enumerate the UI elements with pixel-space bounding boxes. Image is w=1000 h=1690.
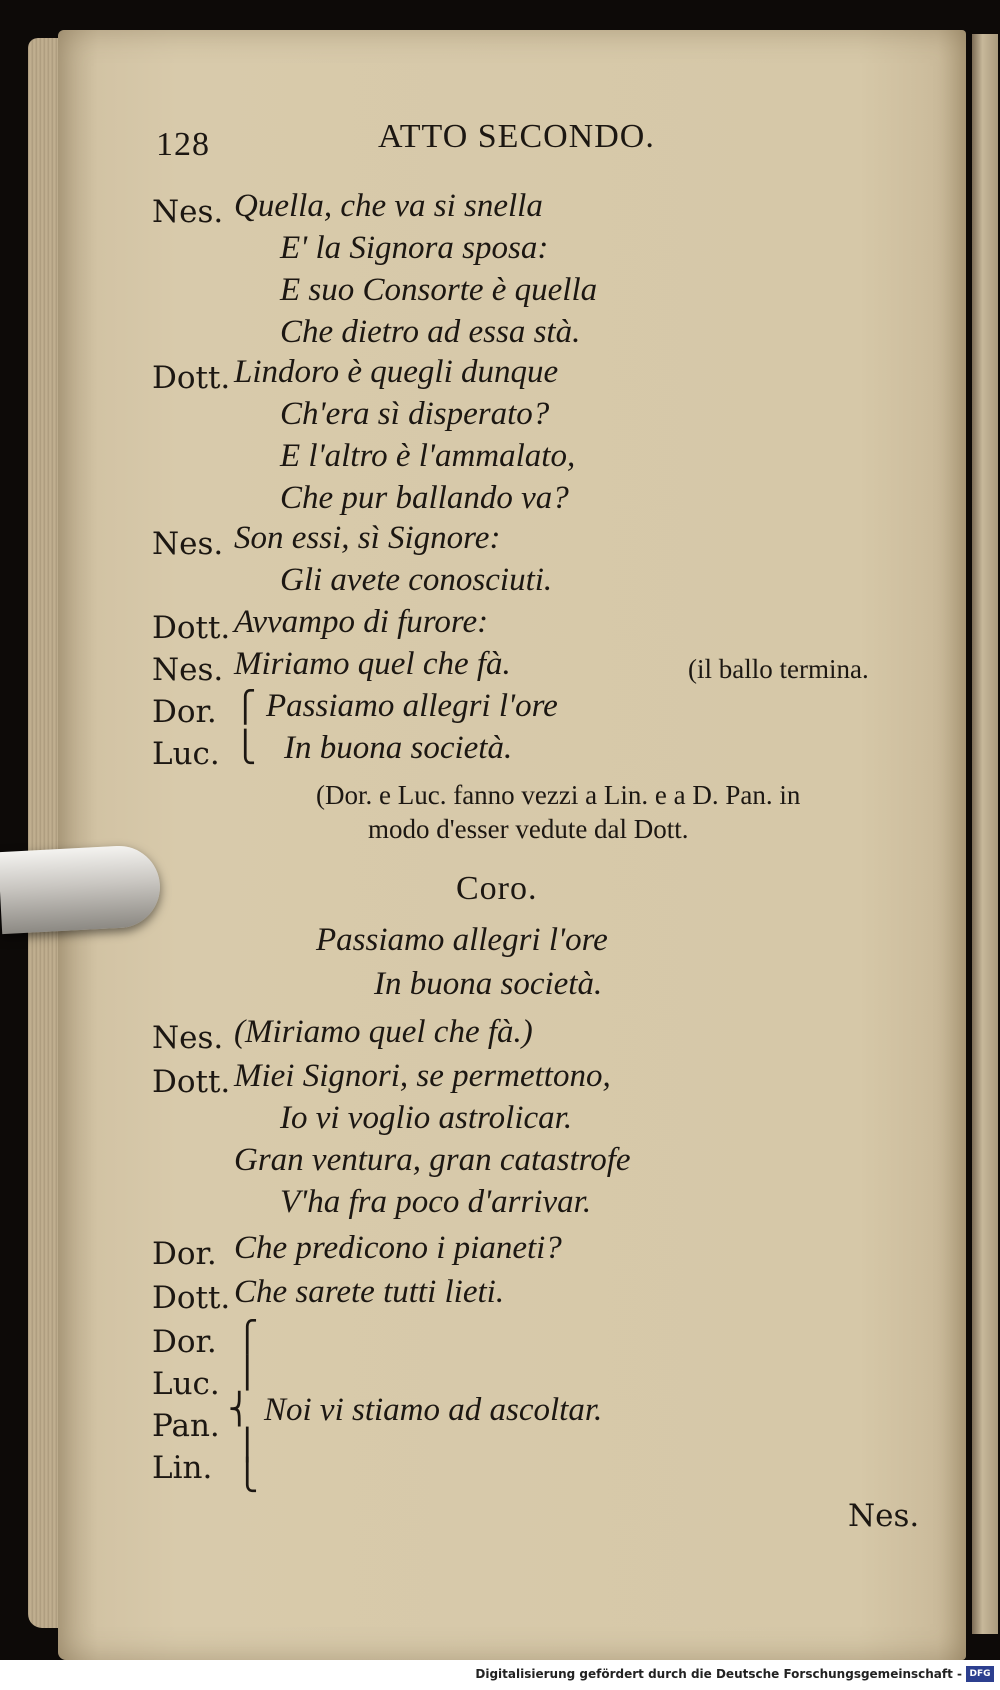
- verse-line: E suo Consorte è quella: [280, 272, 598, 308]
- verse-line: Passiamo allegri l'ore: [316, 922, 608, 958]
- verse-line: E' la Signora sposa:: [280, 230, 549, 266]
- verse-line: In buona società.: [374, 966, 603, 1002]
- verse-line: Io vi voglio astrolicar.: [280, 1100, 573, 1136]
- speaker-label: Nes.: [152, 652, 224, 688]
- dfg-logo: DFG: [966, 1666, 994, 1682]
- speaker-label: Dott.: [152, 610, 231, 646]
- verse-line: Miriamo quel che fà.: [234, 646, 511, 682]
- verse-line: Miei Signori, se permettono,: [234, 1058, 611, 1094]
- verse-line: Noi vi stiamo ad ascoltar.: [264, 1392, 603, 1428]
- book-page: [58, 30, 966, 1660]
- speaker-label: Lin.: [152, 1450, 213, 1486]
- brace-bottom: ⎩: [236, 1458, 259, 1493]
- verse-line: Gran ventura, gran catastrofe: [234, 1142, 631, 1178]
- verse-line: (Miriamo quel che fà.): [234, 1014, 533, 1050]
- speaker-label: Nes.: [152, 526, 224, 562]
- verse-line: V'ha fra poco d'arrivar.: [280, 1184, 592, 1220]
- catchword: Nes.: [848, 1498, 920, 1534]
- verse-line: In buona società.: [284, 730, 513, 766]
- verse-line: Che pur ballando va?: [280, 480, 569, 516]
- page-clip: [0, 844, 162, 934]
- page-edge-right: [972, 34, 998, 1634]
- brace-top: ⎧: [236, 1320, 259, 1355]
- speaker-label: Dor.: [152, 694, 217, 730]
- speaker-label: Dott.: [152, 1280, 231, 1316]
- digitization-credit: Digitalisierung gefördert durch die Deutsche Forschungsgemeinschaft -: [475, 1667, 962, 1681]
- speaker-label: Dor.: [152, 1236, 217, 1272]
- speaker-label: Pan.: [152, 1408, 220, 1444]
- speaker-label: Luc.: [152, 736, 220, 772]
- verse-line: Gli avete conosciuti.: [280, 562, 553, 598]
- verse-line: Avvampo di furore:: [234, 604, 489, 640]
- speaker-label: Dott.: [152, 1064, 231, 1100]
- brace-lower: ⎪: [236, 1428, 259, 1463]
- verse-line: Che sarete tutti lieti.: [234, 1274, 505, 1310]
- verse-line: E l'altro è l'ammalato,: [280, 438, 576, 474]
- verse-line: Lindoro è quegli dunque: [234, 354, 559, 390]
- speaker-label: Nes.: [152, 1020, 224, 1056]
- chorus-heading: Coro.: [456, 870, 538, 907]
- verse-line: Che predicono i pianeti?: [234, 1230, 562, 1266]
- stage-direction: (il ballo termina.: [688, 654, 869, 684]
- stage-direction: (Dor. e Luc. fanno vezzi a Lin. e a D. Pan. in: [316, 780, 801, 810]
- bracket-open: ⎧: [234, 690, 257, 725]
- brace-upper: ⎪: [236, 1356, 259, 1391]
- stage-direction: modo d'esser vedute dal Dott.: [368, 814, 689, 844]
- verse-line: Ch'era sì disperato?: [280, 396, 550, 432]
- footer-bar: [0, 1660, 1000, 1690]
- bracket-close: ⎩: [234, 730, 257, 765]
- verse-line: Quella, che va si snella: [234, 188, 543, 224]
- speaker-label: Dor.: [152, 1324, 217, 1360]
- running-title: ATTO SECONDO.: [378, 118, 655, 155]
- verse-line: Passiamo allegri l'ore: [266, 688, 558, 724]
- speaker-label: Nes.: [152, 194, 224, 230]
- speaker-label: Dott.: [152, 360, 231, 396]
- verse-line: Son essi, sì Signore:: [234, 520, 501, 556]
- page-number: 128: [156, 126, 210, 163]
- brace-middle: ⎨: [228, 1392, 251, 1427]
- speaker-label: Luc.: [152, 1366, 220, 1402]
- verse-line: Che dietro ad essa stà.: [280, 314, 581, 350]
